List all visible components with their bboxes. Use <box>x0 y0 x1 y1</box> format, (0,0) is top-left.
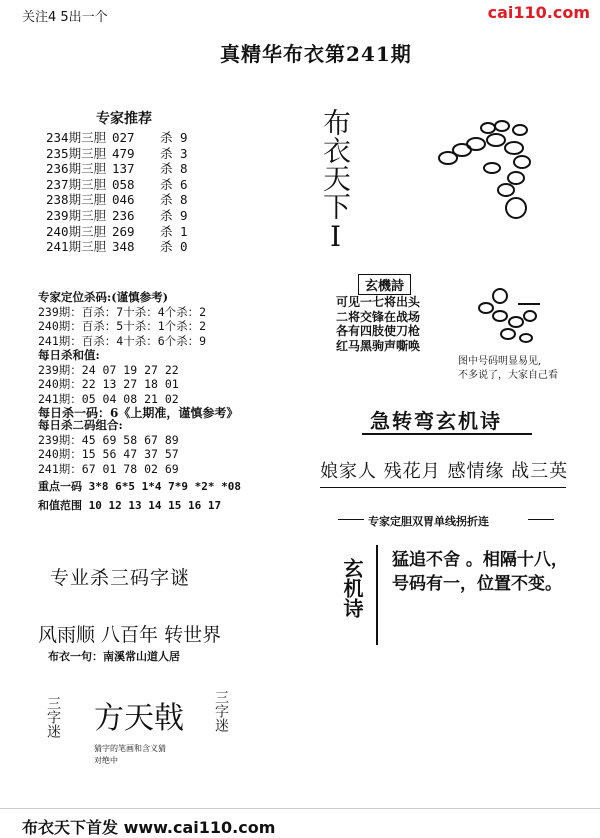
list-item: 241期：05 04 08 21 02 <box>38 391 179 406</box>
list-item: 237期三胆 058 杀 6 <box>46 176 188 192</box>
list-item: 239期：24 07 19 27 22 <box>38 362 179 377</box>
riddle-hint <box>94 743 166 767</box>
sanzi-right: 三字迷 <box>213 690 229 732</box>
page-title: 真精华布衣第241期 <box>220 42 412 66</box>
position-kill-block <box>38 290 206 348</box>
poem-line: 红马黑驹声嘶唤 <box>336 338 421 353</box>
divider <box>338 519 364 520</box>
daily-kill-one: 每日杀一码：6《上期准，谨慎参考》 <box>38 406 239 420</box>
list-item: 239期三胆 236 杀 9 <box>46 207 188 223</box>
poem-line: 各有四肢使刀枪 <box>336 324 421 339</box>
riddle-line: 娘家人 残花月 感情缘 战三英 <box>320 461 569 482</box>
position-kill-heading: 专家定位杀码:(谨慎参考) <box>38 290 169 304</box>
hint-line: 对绝中 <box>94 756 118 765</box>
list-item: 236期三胆 137 杀 8 <box>46 161 188 177</box>
list-item: 234期三胆 027 杀 9 <box>46 130 188 145</box>
list-item: 240期三胆 269 杀 1 <box>46 223 188 239</box>
ding-dan-line: 专家定胆双胃单线拐折连 <box>368 515 489 528</box>
divider <box>528 519 554 520</box>
image-caption <box>458 355 558 383</box>
list-item: 238期三胆 046 杀 8 <box>46 192 188 208</box>
beads-illustration-small <box>470 286 560 350</box>
fengyu-line: 风雨顺 八百年 转世界 <box>38 624 222 646</box>
caption-line: 图中号码明显易见, <box>458 356 542 367</box>
list-item: 241期三胆 348 杀 0 <box>46 239 188 255</box>
xuanji-label: 玄机诗 <box>340 558 364 618</box>
xuanji-text <box>392 548 568 596</box>
beads-illustration <box>430 120 550 230</box>
caption-line: 不多说了，大家自己看 <box>458 370 558 381</box>
sanzi-left: 三字迷 <box>45 696 61 738</box>
daily-sum-block <box>38 348 179 406</box>
xuanji-line: 号码有一，位置不变。 <box>392 574 562 594</box>
jizhuan-title: 急转弯玄机诗 <box>370 409 502 433</box>
divider <box>320 487 566 488</box>
expert-heading: 专家推荐 <box>96 111 152 127</box>
top-note: 关注4 5出一个 <box>22 10 108 25</box>
fangtian-riddle: 方天戟 <box>94 701 184 736</box>
sum-range: 和值范围 10 12 13 14 15 16 17 <box>38 498 222 512</box>
focus-number: 重点一码 3*8 6*5 1*4 7*9 *2* *08 <box>38 480 241 493</box>
poem-line: 二将交锋在战场 <box>336 309 421 324</box>
divider <box>362 433 532 435</box>
kill-three-riddle-title: 专业杀三码字谜 <box>50 567 191 589</box>
daily-kill-two-block <box>38 418 241 513</box>
poem-lines <box>336 295 420 353</box>
list-item: 239期：百杀：7十杀：4个杀：2 <box>38 304 207 319</box>
poem-line: 可见一七将出头 <box>336 295 421 309</box>
list-item: 240期：22 13 27 18 01 <box>38 377 179 391</box>
divider <box>0 808 600 809</box>
site-watermark: cai110.com <box>487 3 590 22</box>
list-item: 239期：45 69 58 67 89 <box>38 432 179 447</box>
xuanji-line: 猛追不舍 。相隔十八， <box>392 550 568 570</box>
divider <box>376 545 378 645</box>
expert-list <box>46 130 188 255</box>
hint-line: 猜字的笔画和含义猜 <box>94 744 166 753</box>
list-item: 241期：百杀：4十杀：6个杀：9 <box>38 333 207 348</box>
footer: 布衣天下首发 www.cai110.com <box>22 818 276 837</box>
list-item: 235期三胆 479 杀 3 <box>46 145 188 161</box>
list-item: 240期：百杀：5十杀：1个杀：2 <box>38 319 207 333</box>
daily-sum-heading: 每日杀和值: <box>38 348 100 362</box>
daily-kill-two-heading: 每日杀二码组合: <box>38 418 123 432</box>
list-item: 240期：15 56 47 37 57 <box>38 447 179 461</box>
buyi-line: 布衣一句：南溪常山道人居 <box>48 650 180 663</box>
buyi-vertical-title: 布衣天下I <box>319 108 352 253</box>
poem-title: 玄機詩 <box>358 274 411 295</box>
list-item: 241期：67 01 78 02 69 <box>38 461 179 476</box>
